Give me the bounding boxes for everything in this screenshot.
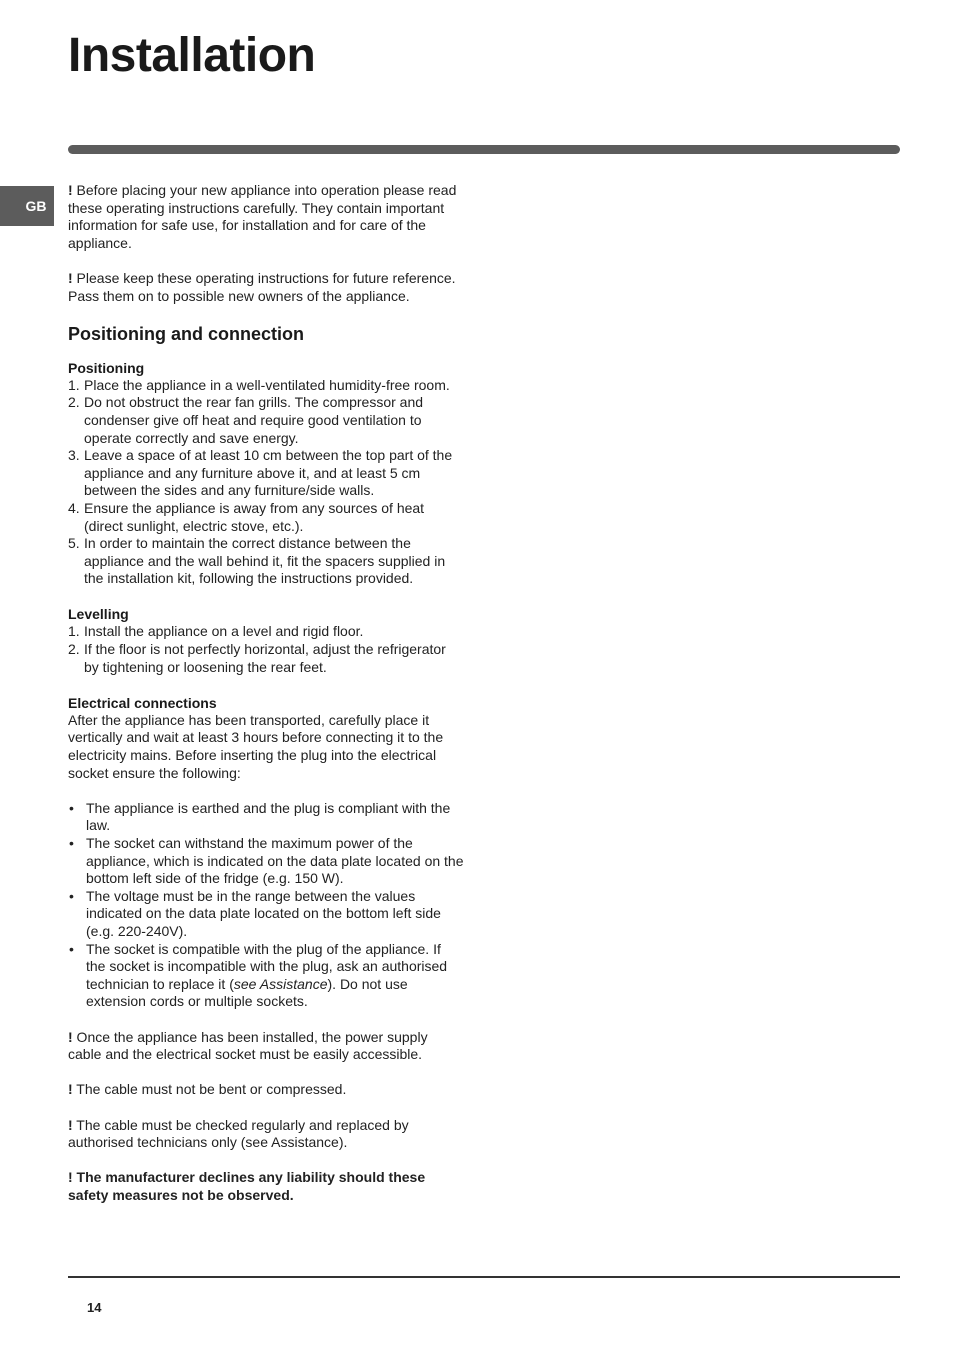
liability-warning	[68, 1169, 464, 1204]
assistance-reference: see Assistance	[233, 975, 328, 992]
list-item-text: In order to maintain the correct distance between the appliance and the wall behind it, fit the spacers supplied in the installation kit, following the instructions provided.	[84, 535, 446, 587]
warning-text-2: The cable must not be bent or compressed.	[72, 1081, 347, 1098]
list-item: • The socket can withstand the maximum power of the appliance, which is indicated on the data plate located on the bottom left side of the fridge (e.g. 150 W).	[68, 835, 464, 888]
list-item-number: 1.	[68, 623, 80, 640]
levelling-heading: Levelling	[68, 606, 129, 623]
electrical-heading: Electrical connections	[68, 694, 217, 711]
list-item-number: 2.	[68, 394, 80, 411]
warning-mark: !	[68, 1169, 73, 1186]
warning-text-1: Once the appliance has been installed, the power supply cable and the electrical socket must be easily accessible.	[68, 1028, 428, 1063]
page-number: 14	[87, 1300, 102, 1315]
list-item-text: Leave a space of at least 10 cm between the top part of the appliance and any furniture above it, and at least 5 cm between the sides and any furniture/side walls.	[84, 447, 453, 499]
list-item	[68, 941, 464, 1011]
list-item-text: If the floor is not perfectly horizontal, adjust the refrigerator by tightening or loosening the rear feet.	[84, 641, 446, 675]
intro-text-2: Please keep these operating instructions for future reference. Pass them on to possible new owners of the appliance.	[68, 269, 456, 304]
warning-paragraph-1	[68, 1029, 464, 1064]
list-item-number: 4.	[68, 499, 80, 516]
list-item-number: 1.	[68, 376, 80, 393]
intro-paragraph-1	[68, 182, 464, 252]
list-item	[68, 623, 464, 641]
section-heading: Positioning and connection	[68, 323, 304, 344]
electrical-checklist	[68, 800, 464, 1011]
warning-mark: !	[68, 182, 73, 198]
list-item-number: 5.	[68, 535, 80, 552]
warning-text-3: The cable must be checked regularly and replaced by authorised technicians only (see Assistance).	[68, 1116, 409, 1151]
language-tab: GB	[0, 186, 54, 226]
levelling-list	[68, 623, 464, 676]
list-item	[68, 447, 464, 500]
positioning-heading: Positioning	[68, 359, 145, 376]
top-divider	[68, 145, 900, 154]
bullet-text-before: The socket is compatible with the plug of the appliance. If the socket is incompatible with the plug, ask an authorised technician to replace it (	[86, 940, 448, 992]
electrical-intro: After the appliance has been transported, carefully place it vertically and wait at least 3 hours before connecting it to the electricity mains. Before inserting the plug into the electrical socket ensure the following:	[68, 711, 444, 781]
list-item-text: Install the appliance on a level and rigid floor.	[84, 623, 364, 640]
list-item: • The voltage must be in the range between the values indicated on the data plate located on the bottom left side (e.g. 220-240V).	[68, 888, 464, 941]
list-item	[68, 500, 464, 535]
positioning-list	[68, 377, 464, 588]
list-item	[68, 535, 464, 588]
main-column	[68, 182, 464, 1222]
list-item	[68, 377, 464, 395]
list-item-text: Do not obstruct the rear fan grills. The compressor and condenser give off heat and require good ventilation to operate correctly and save energy.	[84, 394, 424, 446]
warning-mark: !	[68, 269, 73, 286]
list-item	[68, 641, 464, 676]
liability-text: The manufacturer declines any liability should these safety measures not be observed.	[68, 1169, 426, 1203]
list-item-number: 3.	[68, 447, 80, 464]
warning-mark: !	[68, 1028, 73, 1045]
warning-paragraph-3	[68, 1117, 464, 1152]
list-item-text: Ensure the appliance is away from any sources of heat (direct sunlight, electric stove, etc.).	[84, 499, 425, 534]
list-item	[68, 394, 464, 447]
intro-paragraph-2	[68, 270, 464, 305]
list-item-text: Place the appliance in a well-ventilated humidity-free room.	[84, 376, 450, 393]
bottom-divider	[68, 1276, 900, 1278]
warning-mark: !	[68, 1081, 73, 1098]
warning-paragraph-2	[68, 1081, 464, 1099]
intro-text-1: Before placing your new appliance into operation please read these operating instructions carefully. They contain important information for safe use, for installation and for care of the appliance.	[68, 182, 457, 251]
warning-mark: !	[68, 1116, 73, 1133]
bullet-text-after: ). Do not use extension cords or multiple sockets.	[86, 975, 408, 1010]
page-title: Installation	[68, 29, 316, 82]
list-item-number: 2.	[68, 641, 80, 658]
list-item: • The appliance is earthed and the plug is compliant with the law.	[68, 800, 464, 835]
